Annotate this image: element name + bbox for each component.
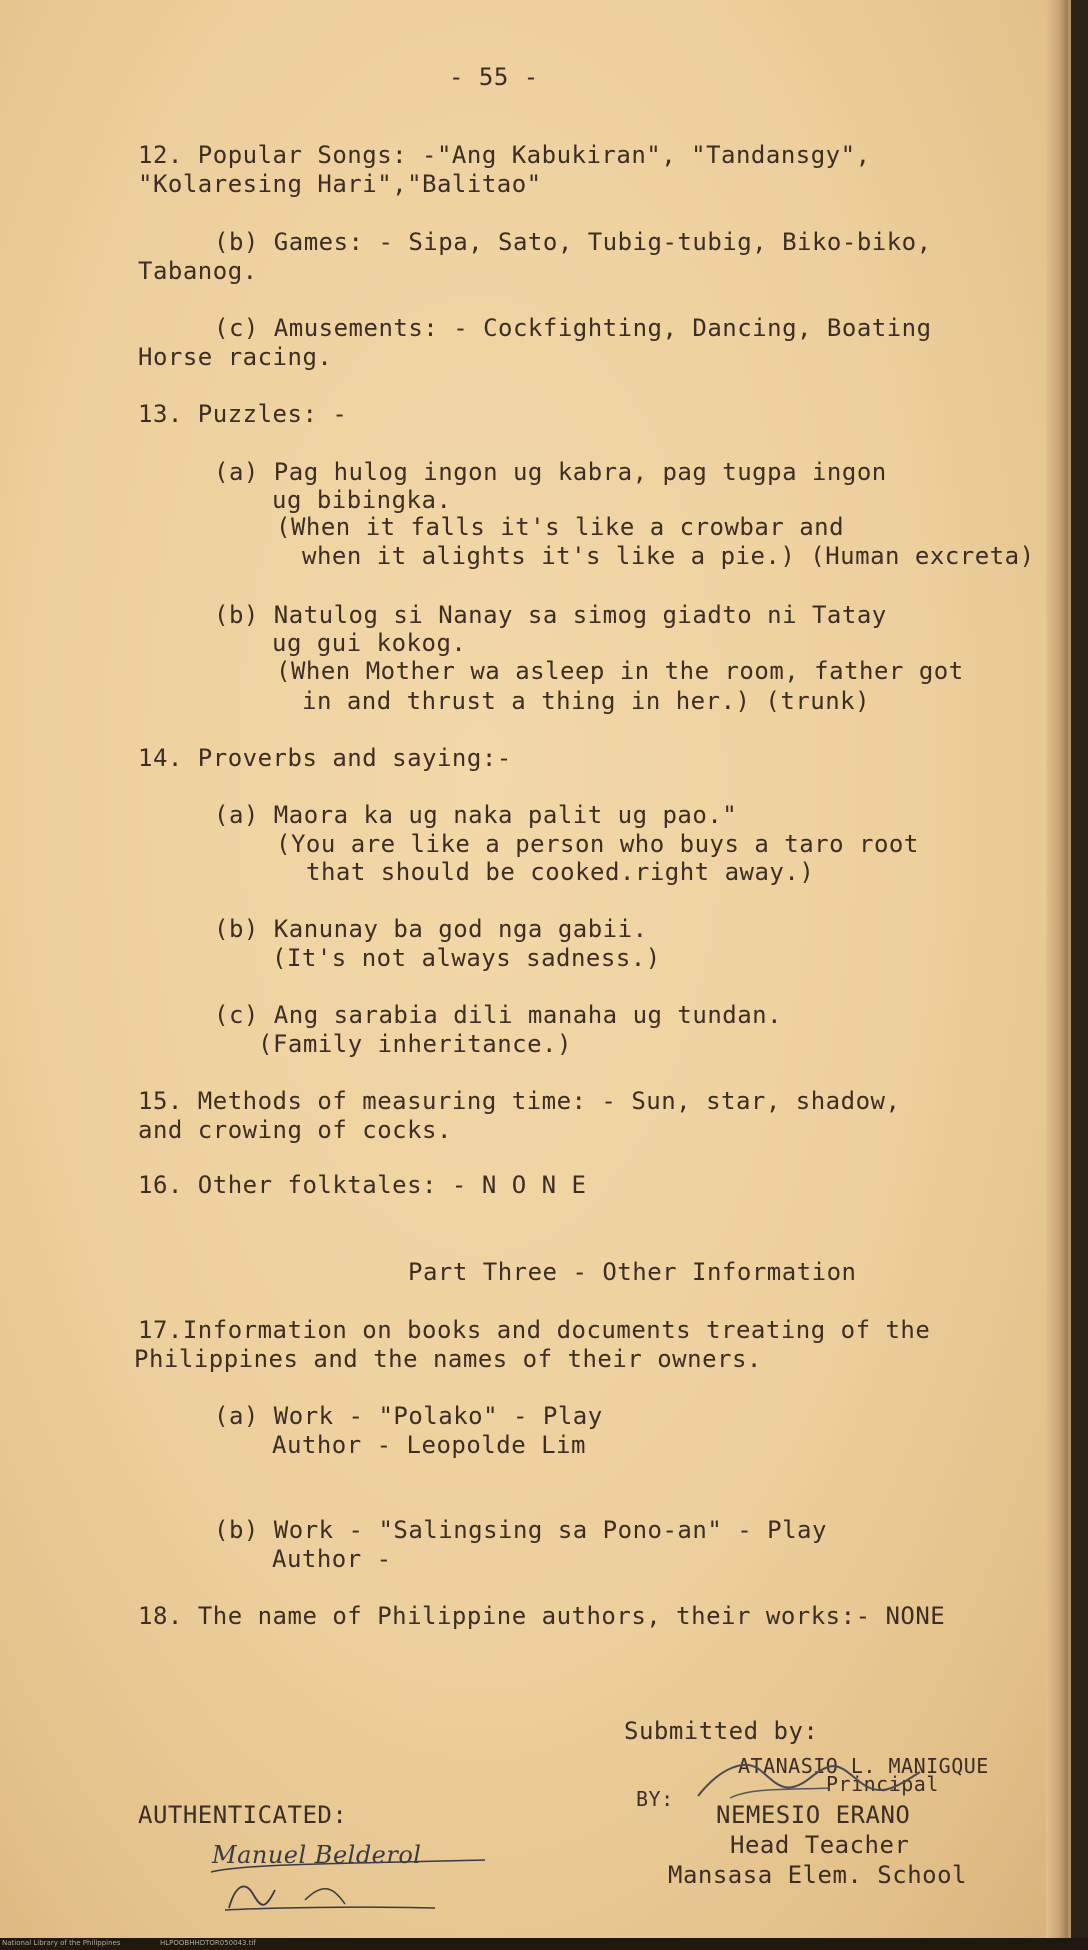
proverb-b-line2: (It's not always sadness.)	[272, 944, 661, 972]
item12-line1: 12. Popular Songs: -"Ang Kabukiran", "Tandansgy",	[138, 141, 871, 169]
item18: 18. The name of Philippine authors, their works:- NONE	[138, 1602, 946, 1630]
puzzle-b-line4: in and thrust a thing in her.) (trunk)	[302, 687, 871, 715]
head-teacher-name: NEMESIO ERANO	[716, 1801, 911, 1829]
principal-name: ATANASIO L. MANIGQUE	[738, 1754, 989, 1778]
authenticated-label: AUTHENTICATED:	[138, 1801, 348, 1829]
puzzle-a-line3: (When it falls it's like a crowbar and	[276, 513, 845, 541]
item14-heading: 14. Proverbs and saying:-	[138, 744, 512, 772]
proverb-a-line2: (You are like a person who buys a taro root	[276, 830, 919, 858]
part-three-heading: Part Three - Other Information	[408, 1258, 857, 1286]
by-label: BY:	[636, 1787, 674, 1811]
proverb-c-line2: (Family inheritance.)	[258, 1030, 572, 1058]
footer-right: HLPOOBHHDTOR050043.tif	[160, 1939, 256, 1947]
proverb-a-line3: that should be cooked.right away.)	[306, 858, 815, 886]
scan-footer	[0, 1938, 1088, 1950]
puzzle-a-line1: (a) Pag hulog ingon ug kabra, pag tugpa ingon	[214, 458, 887, 486]
item16: 16. Other folktales: - N O N E	[138, 1171, 587, 1199]
item15-line2: and crowing of cocks.	[138, 1116, 452, 1144]
proverb-b-line1: (b) Kanunay ba god nga gabii.	[214, 915, 648, 943]
footer-left: National Library of the Philippines	[2, 1939, 121, 1947]
puzzle-b-line1: (b) Natulog si Nanay sa simog giadto ni Tatay	[214, 601, 887, 629]
item12-line2: "Kolaresing Hari","Balitao"	[138, 170, 542, 198]
principal-title: Principal	[826, 1772, 939, 1796]
games-line1: (b) Games: - Sipa, Sato, Tubig-tubig, Biko-biko,	[214, 228, 932, 256]
work-b-line1: (b) Work - "Salingsing sa Pono-an" - Play	[214, 1516, 827, 1544]
item13-heading: 13. Puzzles: -	[138, 400, 348, 428]
proverb-c-line1: (c) Ang sarabia dili manaha ug tundan.	[214, 1001, 783, 1029]
games-line2: Tabanog.	[138, 257, 258, 285]
puzzle-b-line2: ug gui kokog.	[272, 629, 467, 657]
item15-line1: 15. Methods of measuring time: - Sun, star, shadow,	[138, 1087, 901, 1115]
handwritten-name: Manuel Belderol	[212, 1841, 422, 1869]
work-b-line2: Author -	[272, 1545, 392, 1573]
puzzle-a-line4: when it alights it's like a pie.) (Human excreta)	[302, 542, 1035, 570]
amusements-line2: Horse racing.	[138, 343, 333, 371]
item17-line2: Philippines and the names of their owners.	[134, 1345, 762, 1373]
page-edge	[1046, 0, 1068, 1940]
proverb-a-line1: (a) Maora ka ug naka palit ug pao."	[214, 801, 738, 829]
page-number: - 55 -	[449, 63, 539, 91]
puzzle-b-line3: (When Mother wa asleep in the room, father got	[276, 657, 964, 685]
puzzle-a-line2: ug bibingka.	[272, 486, 452, 514]
item17-line1: 17.Information on books and documents treating of the	[138, 1316, 931, 1344]
head-teacher-title: Head Teacher	[730, 1831, 910, 1859]
work-a-line1: (a) Work - "Polako" - Play	[214, 1402, 603, 1430]
submitted-by: Submitted by:	[624, 1717, 819, 1745]
work-a-line2: Author - Leopolde Lim	[272, 1431, 586, 1459]
amusements-line1: (c) Amusements: - Cockfighting, Dancing, Boating	[214, 314, 932, 342]
school-name: Mansasa Elem. School	[668, 1861, 967, 1889]
principal-signature	[690, 1748, 950, 1808]
